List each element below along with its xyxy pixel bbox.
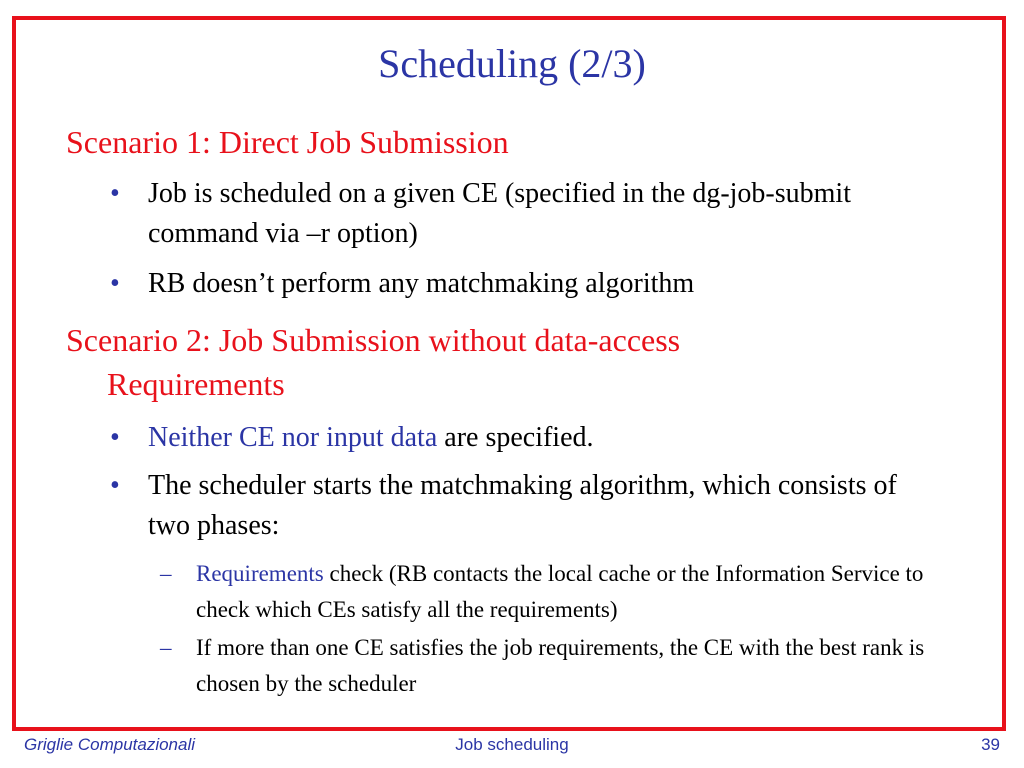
scenario2-sub-item-2 [160,630,980,702]
footer-topic: Job scheduling [455,735,569,754]
bullet-marker: • [110,178,120,209]
bullet-marker: • [110,422,120,453]
footer-page-number: 39 [981,735,1000,754]
scenario2-heading-line1: Scenario 2: Job Submission without data-access [66,322,681,358]
bullet-marker: • [110,268,120,299]
scenario1-heading: Scenario 1: Direct Job Submission [66,124,509,160]
scenario2-bullet-2 [110,466,930,546]
scenario2-bullet-1 [110,418,930,458]
rest-text: check (RB contacts the local cache or the Information Service to check which CEs satisfy all the requirements) [196,561,924,622]
highlight-text: Requirements [196,561,324,586]
sub-item-text [160,556,980,628]
dash-marker: – [160,635,172,660]
scenario2-heading-line2: Requirements [107,366,285,402]
slide-title: Scheduling (2/3) [378,41,646,86]
bullet-marker: • [110,470,120,501]
scenario2-heading [66,318,926,406]
highlight-text: Neither CE nor input data [148,422,438,453]
bullet-text: The scheduler starts the matchmaking algorithm, which consists of two phases: [148,470,897,541]
footer-course-name: Griglie Computazionali [24,735,196,754]
scenario2-sub-item-1 [160,556,980,628]
bullet-text: RB doesn’t perform any matchmaking algorithm [148,268,695,299]
rest-text: are specified. [437,422,594,453]
scenario1-bullet-2 [110,264,930,304]
sub-item-text: If more than one CE satisfies the job requirements, the CE with the best rank is chosen by the scheduler [196,635,925,696]
dash-marker: – [160,561,172,586]
scenario1-bullet-1 [110,174,930,254]
bullet-text: Job is scheduled on a given CE (specified in the dg-job-submit command via –r option) [148,178,851,249]
bullet-text [110,418,930,458]
